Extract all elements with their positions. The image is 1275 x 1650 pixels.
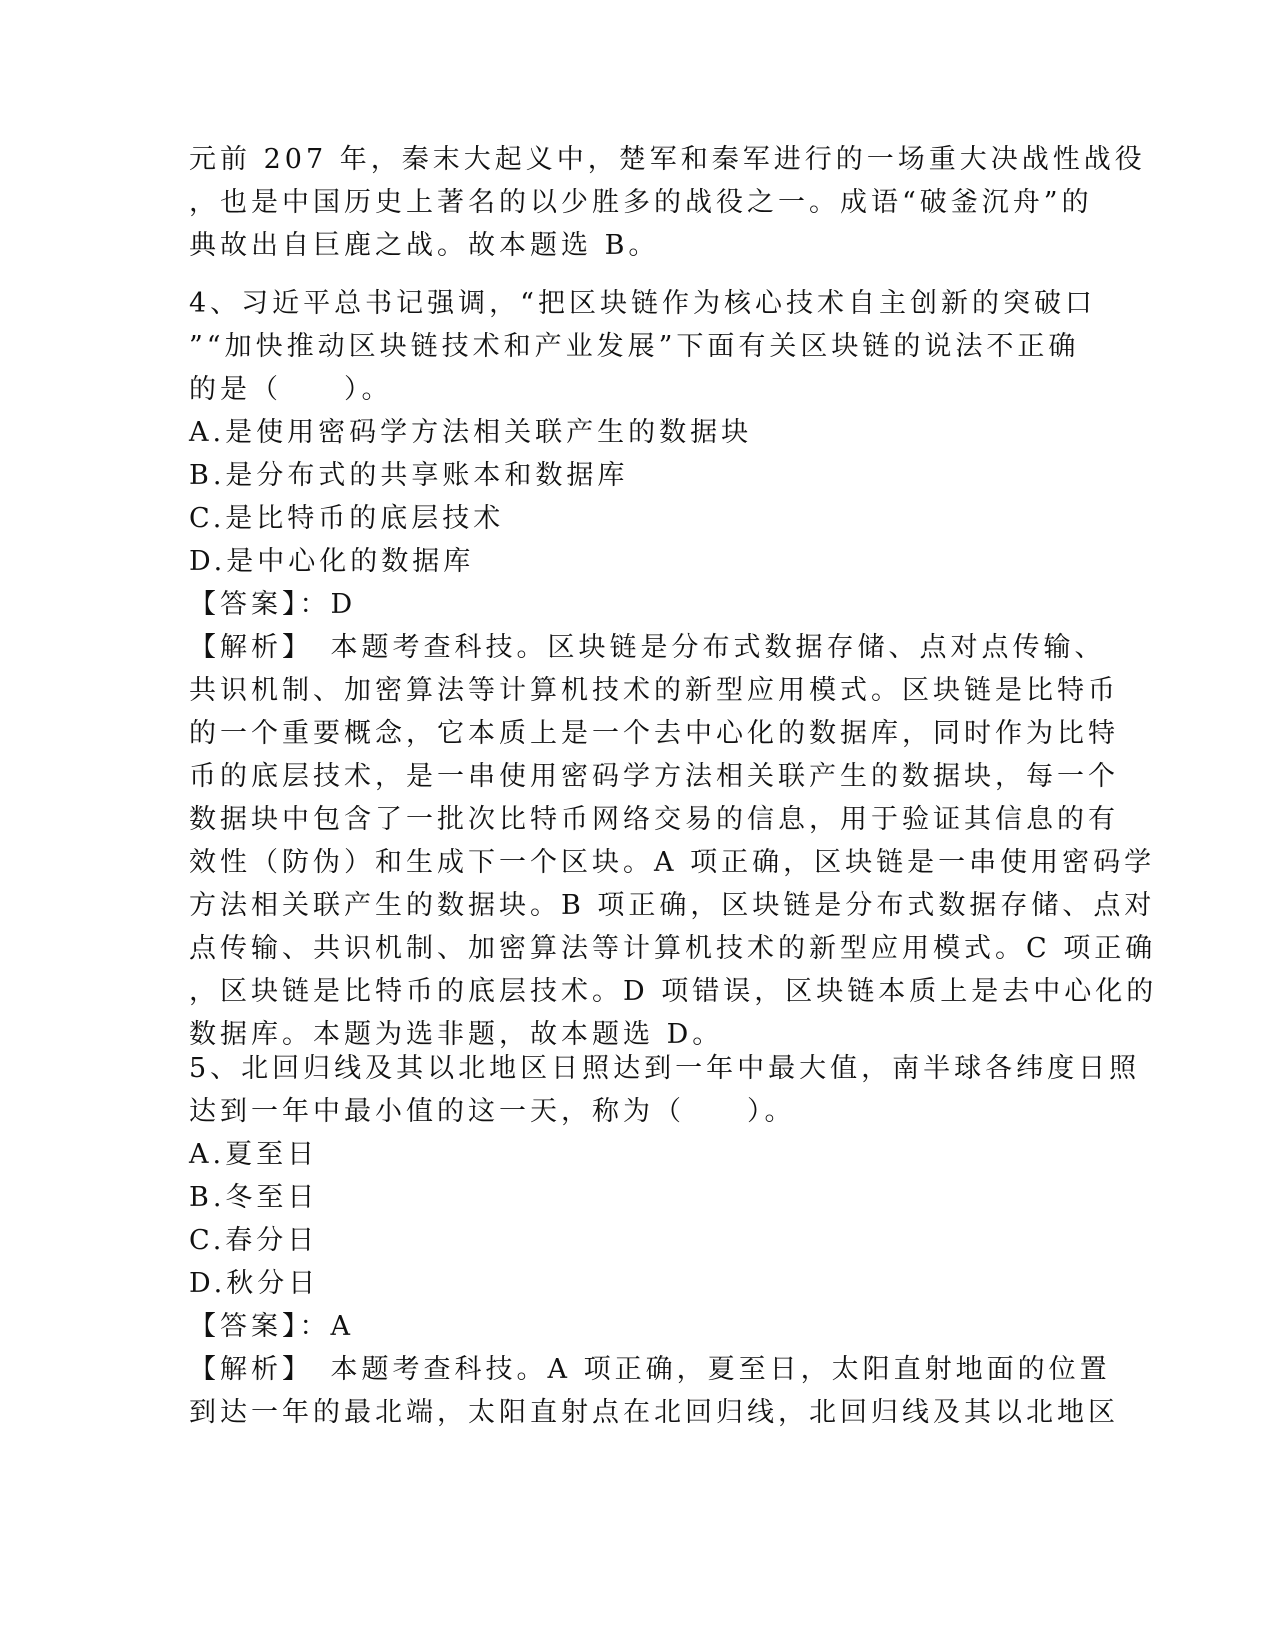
- question-4-stem: [189, 282, 1096, 411]
- option-b: B.是分布式的共享账本和数据库: [189, 460, 629, 491]
- option-a: A.夏至日: [189, 1139, 319, 1170]
- analysis-line: 方法相关联产生的数据块。B 项正确，区块链是分布式数据存储、点对: [189, 890, 1156, 921]
- question-5-answer: 【答案】：A: [189, 1311, 354, 1342]
- intro-line: ，也是中国历史上著名的以少胜多的战役之一。成语“破釜沉舟”的: [189, 187, 1093, 218]
- question-4-analysis: [189, 626, 1158, 1056]
- option-d: D.是中心化的数据库: [189, 546, 475, 577]
- intro-line: 典故出自巨鹿之战。故本题选 B。: [189, 230, 660, 261]
- analysis-line: 币的底层技术，是一串使用密码学方法相关联产生的数据块，每一个: [189, 761, 1119, 792]
- option-c: C.春分日: [189, 1225, 319, 1256]
- analysis-line: 【解析】 本题考查科技。区块链是分布式数据存储、点对点传输、: [189, 632, 1106, 663]
- analysis-line: 效性（防伪）和生成下一个区块。A 项正确，区块链是一串使用密码学: [189, 847, 1156, 878]
- analysis-line: ，区块链是比特币的底层技术。D 项错误，区块链本质上是去中心化的: [189, 976, 1158, 1007]
- analysis-line: 【解析】 本题考查科技。A 项正确，夏至日，太阳直射地面的位置: [189, 1354, 1111, 1385]
- intro-paragraph: [189, 138, 1146, 267]
- question-5-stem: [189, 1047, 1141, 1133]
- analysis-line: 数据库。本题为选非题，故本题选 D。: [189, 1019, 724, 1050]
- analysis-line: 的一个重要概念，它本质上是一个去中心化的数据库，同时作为比特: [189, 718, 1119, 749]
- analysis-line: 点传输、共识机制、加密算法等计算机技术的新型应用模式。C 项正确: [189, 933, 1157, 964]
- stem-line: 的是（ ）。: [189, 374, 393, 405]
- stem-line: 达到一年中最小值的这一天，称为（ ）。: [189, 1096, 796, 1127]
- question-4-answer: 【答案】：D: [189, 589, 357, 620]
- question-5-analysis: [189, 1348, 1119, 1434]
- stem-line: ”“加快推动区块链技术和产业发展”下面有关区块链的说法不正确: [189, 331, 1080, 362]
- analysis-line: 到达一年的最北端，太阳直射点在北回归线，北回归线及其以北地区: [189, 1397, 1119, 1428]
- analysis-line: 共识机制、加密算法等计算机技术的新型应用模式。区块链是比特币: [189, 675, 1119, 706]
- option-c: C.是比特币的底层技术: [189, 503, 505, 534]
- question-5: [189, 1047, 1141, 1434]
- stem-line: 5、北回归线及其以北地区日照达到一年中最大值，南半球各纬度日照: [189, 1053, 1141, 1084]
- intro-line: 元前 207 年，秦末大起义中，楚军和秦军进行的一场重大决战性战役: [189, 144, 1146, 175]
- question-5-options: [189, 1133, 1089, 1305]
- question-4: [189, 282, 1158, 1056]
- question-4-options: [189, 411, 1089, 583]
- option-b: B.冬至日: [189, 1182, 319, 1213]
- stem-line: 4、习近平总书记强调，“把区块链作为核心技术自主创新的突破口: [189, 288, 1096, 319]
- option-a: A.是使用密码学方法相关联产生的数据块: [189, 417, 753, 448]
- analysis-line: 数据块中包含了一批次比特币网络交易的信息，用于验证其信息的有: [189, 804, 1119, 835]
- option-d: D.秋分日: [189, 1268, 320, 1299]
